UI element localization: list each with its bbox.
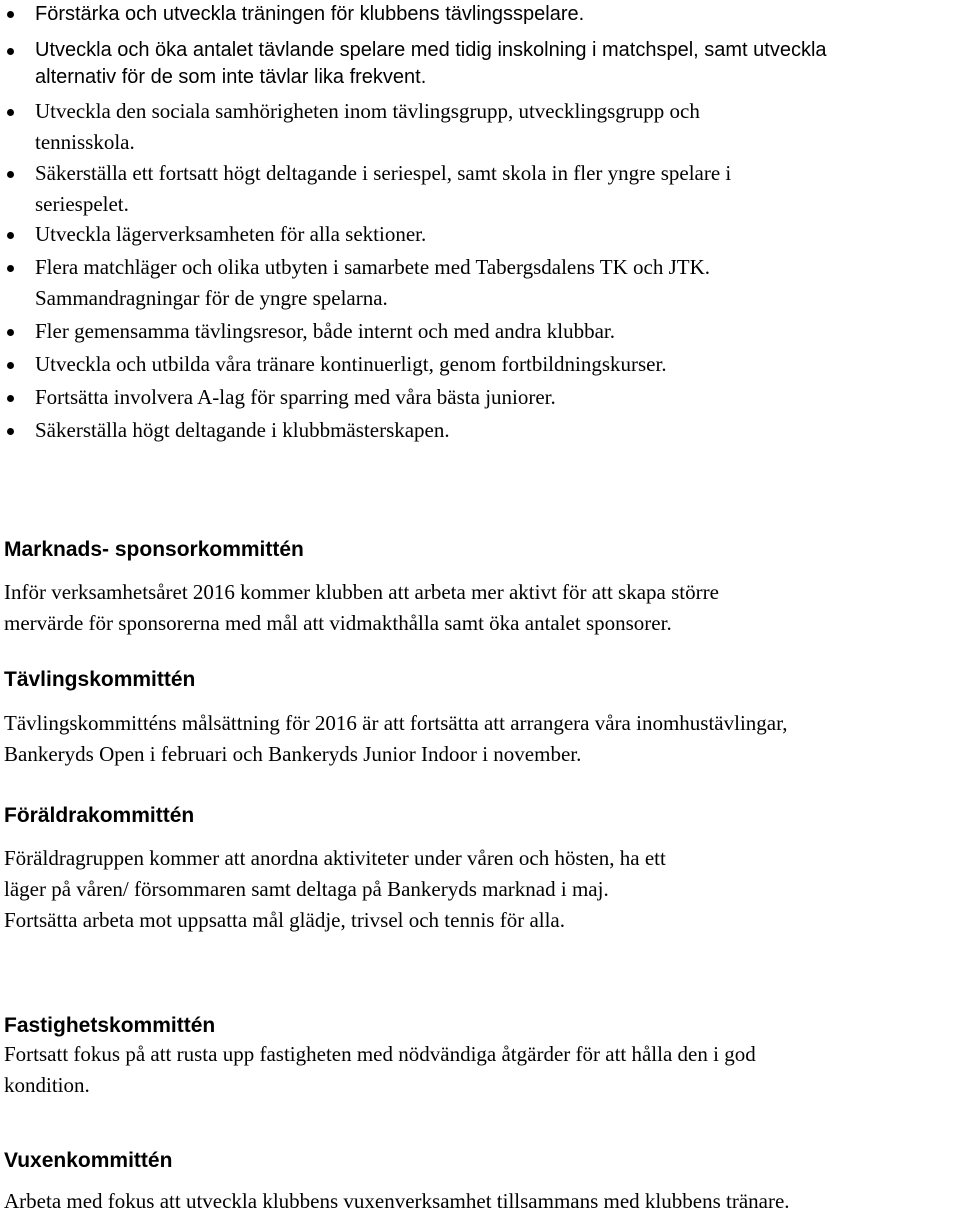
paragraph-line: Arbeta med fokus att utveckla klubbens vuxenverksamhet tillsammans med klubbens tränare. [4,1189,790,1213]
bullet-icon [7,265,14,272]
list-item [0,0,960,30]
section-text-competition [4,708,960,770]
list-item-text: Fortsätta involvera A-lag för sparring med våra bästa juniorer. [35,385,556,409]
section-text-property [4,1039,960,1101]
list-item-text: Fler gemensamma tävlingsresor, både internt och med andra klubbar. [35,319,615,343]
list-item [0,158,960,220]
list-item-text: Utveckla och öka antalet tävlande spelare med tidig inskolning i matchspel, samt utveckla [35,39,827,61]
bullet-icon [7,395,14,402]
paragraph-line: läger på våren/ försommaren samt deltaga på Bankeryds marknad i maj. [4,877,609,901]
bullet-icon [7,171,14,178]
list-item-text: Utveckla och utbilda våra tränare kontinuerligt, genom fortbildningskurser. [35,352,667,376]
section-heading-marketing: Marknads- sponsorkommittén [4,538,304,561]
paragraph-line: Bankeryds Open i februari och Bankeryds Junior Indoor i november. [4,742,582,766]
list-item-text: Sammandragningar för de yngre spelarna. [35,286,388,310]
bullet-icon [7,362,14,369]
list-item-text: seriespelet. [35,192,129,216]
section-text-adults [4,1186,960,1217]
paragraph-line: Tävlingskommitténs målsättning för 2016 är att fortsätta att arrangera våra inomhustävlingar, [4,711,788,735]
bullet-icon [7,11,14,18]
list-item [0,349,960,380]
section-text-marketing [4,577,960,639]
list-item [0,415,960,446]
paragraph-line: Fortsatt fokus på att rusta upp fastigheten med nödvändiga åtgärder för att hålla den i god [4,1042,756,1066]
bullet-icon [7,109,14,116]
bullet-icon [7,48,14,55]
bullet-icon [7,428,14,435]
section-heading-parents: Föräldrakommittén [4,804,195,827]
list-item-text: tennisskola. [35,130,135,154]
list-item [0,96,960,158]
list-item [0,252,960,314]
list-item-text: Flera matchläger och olika utbyten i samarbete med Tabergsdalens TK och JTK. [35,255,710,279]
goals-list [0,0,960,442]
list-item-text: Utveckla den sociala samhörigheten inom tävlingsgrupp, utvecklingsgrupp och [35,99,700,123]
paragraph-line: Fortsätta arbeta mot uppsatta mål glädje, trivsel och tennis för alla. [4,908,566,932]
section-heading-competition: Tävlingskommittén [4,668,196,691]
list-item-text: Säkerställa ett fortsatt högt deltagande i seriespel, samt skola in fler yngre spelare i [35,161,732,185]
list-item-text: Utveckla lägerverksamheten för alla sektioner. [35,222,427,246]
section-heading-property: Fastighetskommittén [4,1014,216,1037]
paragraph-line: Föräldragruppen kommer att anordna aktiviteter under våren och hösten, ha ett [4,846,666,870]
paragraph-line: kondition. [4,1073,90,1097]
list-item-text: Förstärka och utveckla träningen för klubbens tävlingsspelare. [35,3,585,25]
list-item [0,382,960,413]
paragraph-line: mervärde för sponsorerna med mål att vidmakthålla samt öka antalet sponsorer. [4,611,672,635]
list-item [0,316,960,347]
list-item-text: alternativ för de som inte tävlar lika frekvent. [35,66,427,88]
bullet-icon [7,232,14,239]
paragraph-line: Inför verksamhetsåret 2016 kommer klubben att arbeta mer aktivt för att skapa större [4,580,719,604]
section-heading-adults: Vuxenkommittén [4,1149,173,1172]
list-item-text: Säkerställa högt deltagande i klubbmästerskapen. [35,418,450,442]
list-item [0,219,960,250]
bullet-icon [7,329,14,336]
section-text-parents [4,843,960,936]
list-item [0,35,960,93]
